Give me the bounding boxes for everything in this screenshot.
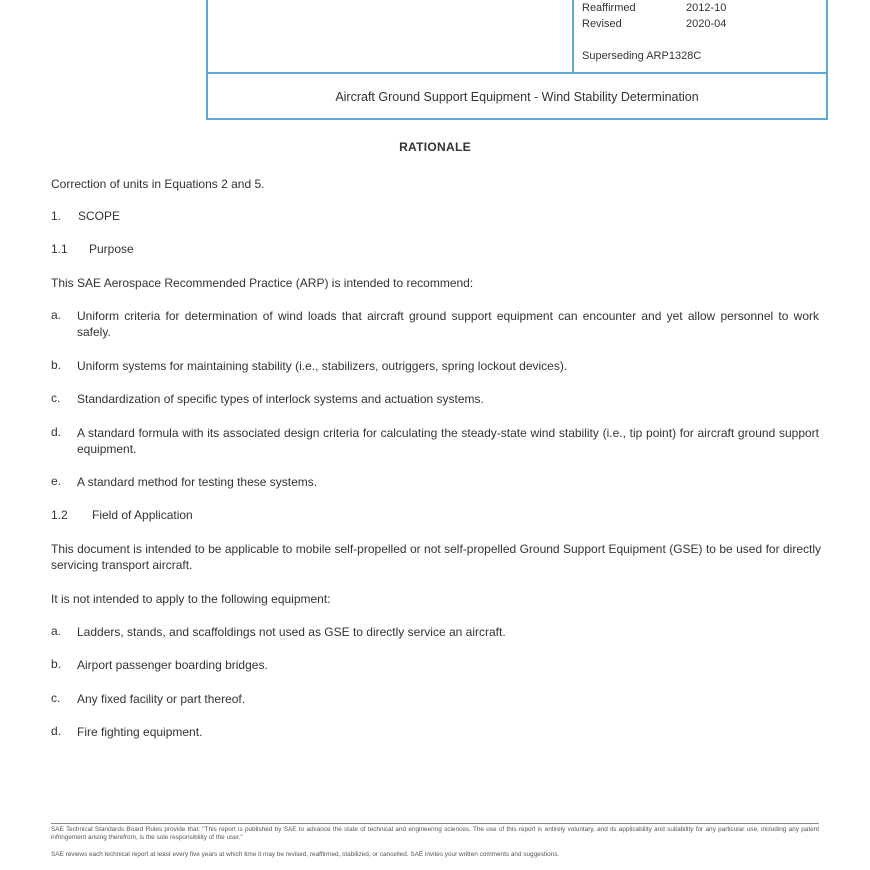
- list-item-text: Uniform systems for maintaining stability (i.e., stabilizers, outriggers, spring lockout devices).: [77, 359, 568, 373]
- exclusion-intro: It is not intended to apply to the following equipment:: [51, 592, 331, 606]
- subsection-number: 1.1: [51, 242, 68, 256]
- list-item-text: Ladders, stands, and scaffoldings not used as GSE to directly service an aircraft.: [77, 625, 506, 639]
- rationale-heading: RATIONALE: [399, 140, 471, 154]
- header-top-section: [208, 0, 826, 74]
- reaffirmed-date: 2012-10: [686, 2, 727, 14]
- footer-review-note: SAE reviews each technical report at least every five years at which time it may be revised, reaffirmed, stabilized, or cancelled. SAE invites your written comments and suggestions.: [51, 851, 560, 858]
- subsection-heading-field: Field of Application: [92, 508, 193, 522]
- reaffirmed-label: Reaffirmed: [582, 2, 636, 14]
- list-item-letter: e.: [51, 474, 62, 488]
- purpose-intro: This SAE Aerospace Recommended Practice (ARP) is intended to recommend:: [51, 276, 474, 290]
- reaffirmed-row: [582, 2, 726, 14]
- section-heading-scope: SCOPE: [78, 209, 121, 223]
- list-item-text: A standard formula with its associated design criteria for calculating the steady-state wind stability (i.e., tip point) for aircraft ground support equipment.: [77, 426, 819, 456]
- header-divider: [572, 0, 574, 72]
- list-item-text: Uniform criteria for determination of wind loads that aircraft ground support equipment can encounter and yet allow personnel to work safely.: [77, 309, 819, 339]
- list-item-text: Standardization of specific types of interlock systems and actuation systems.: [77, 392, 484, 406]
- list-item-letter: d.: [51, 724, 62, 738]
- list-item-letter: a.: [51, 624, 62, 638]
- list-item-text: Airport passenger boarding bridges.: [77, 658, 268, 672]
- list-item-letter: d.: [51, 425, 62, 439]
- list-item-letter: b.: [51, 358, 62, 372]
- subsection-heading-purpose: Purpose: [89, 242, 134, 256]
- footer-divider: [51, 823, 819, 824]
- list-item-text: Any fixed facility or part thereof.: [77, 692, 246, 706]
- list-item-letter: c.: [51, 391, 61, 405]
- list-item-text: A standard method for testing these systems.: [77, 475, 318, 489]
- document-title: Aircraft Ground Support Equipment - Wind Stability Determination: [335, 90, 699, 104]
- list-item-letter: a.: [51, 308, 62, 322]
- revised-label: Revised: [582, 18, 622, 30]
- rationale-text: Correction of units in Equations 2 and 5.: [51, 177, 265, 191]
- document-header-box: [206, 0, 828, 120]
- section-number: 1.: [51, 209, 62, 223]
- list-item-letter: b.: [51, 657, 62, 671]
- list-item-letter: c.: [51, 691, 61, 705]
- revised-row: [582, 18, 726, 30]
- revised-date: 2020-04: [686, 18, 727, 30]
- superseding-note: Superseding ARP1328C: [582, 50, 702, 62]
- footer-disclaimer: SAE Technical Standards Board Rules provide that: "This report is published by SAE to advance the state of technical and engineering sciences. The use of this report is entirely voluntary, and its applicability and suitability for any particular use, including any patent infringement arising therefrom, is the sole responsibility of the user.": [51, 826, 819, 841]
- subsection-number: 1.2: [51, 508, 68, 522]
- field-intro: This document is intended to be applicable to mobile self-propelled or not self-propelled Ground Support Equipment (GSE) to be used for directly servicing transport aircraft.: [51, 542, 821, 572]
- list-item-text: Fire fighting equipment.: [77, 725, 203, 739]
